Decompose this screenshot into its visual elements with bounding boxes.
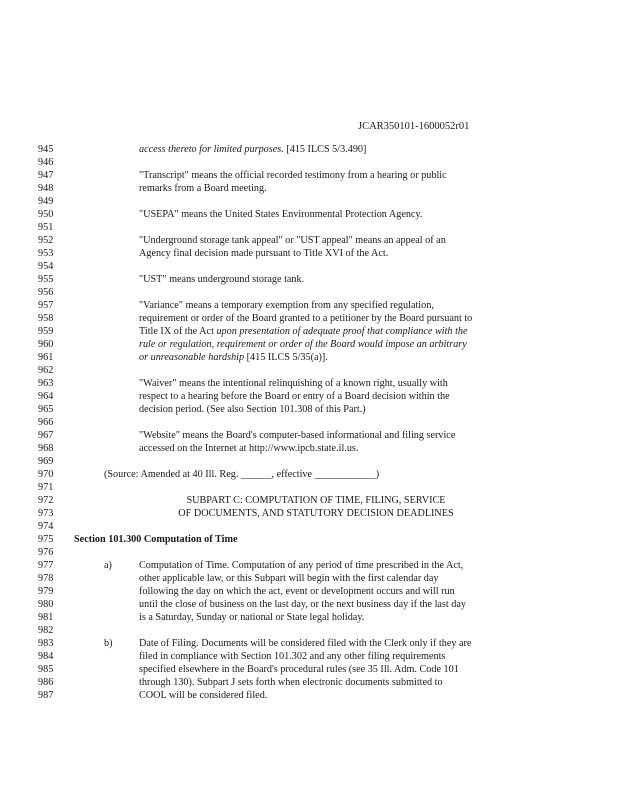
line-number: 951: [38, 222, 54, 233]
line-number: 970: [38, 469, 54, 480]
paragraph-line: COOL will be considered filed.: [139, 690, 268, 701]
section-heading: Section 101.300 Computation of Time: [74, 534, 238, 545]
variance-definition-line: rule or regulation, requirement or order of the Board would impose an arbitrary: [139, 339, 467, 350]
line-number: 984: [38, 651, 54, 662]
line-number: 958: [38, 313, 54, 324]
transcript-definition-line: "Transcript" means the official recorded testimony from a hearing or public: [139, 170, 447, 181]
variance-definition-line: [139, 352, 328, 363]
line-number: 982: [38, 625, 54, 636]
ust-appeal-definition-line: Agency final decision made pursuant to Title XVI of the Act.: [139, 248, 389, 259]
paragraph-line: is a Saturday, Sunday or national or State legal holiday.: [139, 612, 365, 623]
line-number: 964: [38, 391, 54, 402]
line-number: 957: [38, 300, 54, 311]
variance-definition-line: requirement or order of the Board granted to a petitioner by the Board pursuant to: [139, 313, 473, 324]
usepa-definition: "USEPA" means the United States Environmental Protection Agency.: [139, 209, 423, 220]
line-number: 960: [38, 339, 54, 350]
line-number: 983: [38, 638, 54, 649]
paragraph-line: other applicable law, or this Subpart will begin with the first calendar day: [139, 573, 439, 584]
line-number: 956: [38, 287, 54, 298]
line-number: 977: [38, 560, 54, 571]
waiver-definition-line: decision period. (See also Section 101.308 of this Part.): [139, 404, 366, 415]
line-number: 949: [38, 196, 54, 207]
variance-italic-text: upon presentation of adequate proof that compliance with the: [216, 326, 468, 337]
waiver-definition-line: "Waiver" means the intentional relinquishing of a known right, usually with: [139, 378, 448, 389]
paragraph-line: specified elsewhere in the Board's procedural rules (see 35 Ill. Adm. Code 101: [139, 664, 459, 675]
line-number: 980: [38, 599, 54, 610]
line-number: 953: [38, 248, 54, 259]
paragraph-line: filed in compliance with Section 101.302 and any other filing requirements: [139, 651, 446, 662]
paragraph-line: through 130). Subpart J sets forth when electronic documents submitted to: [139, 677, 443, 688]
variance-italic-text: or unreasonable hardship: [139, 352, 245, 363]
source-note: (Source: Amended at 40 Ill. Reg. ______, effective ____________): [104, 469, 380, 480]
line-number: 976: [38, 547, 54, 558]
paragraph-line: until the close of business on the last day, or the next business day if the last day: [139, 599, 466, 610]
line-number: 967: [38, 430, 54, 441]
paragraph-line: following the day on which the act, event or development occurs and will run: [139, 586, 455, 597]
paragraph-label: a): [104, 560, 112, 571]
line-number: 981: [38, 612, 54, 623]
line-number: 965: [38, 404, 54, 415]
website-definition-line: "Website" means the Board's computer-based informational and filing service: [139, 430, 456, 441]
line-number: 952: [38, 235, 54, 246]
line-number: 946: [38, 157, 54, 168]
paragraph-label: b): [104, 638, 113, 649]
line-number: 979: [38, 586, 54, 597]
ust-definition: "UST" means underground storage tank.: [139, 274, 305, 285]
line-number: 985: [38, 664, 54, 675]
access-tail-italic: access thereto for limited purposes.: [139, 144, 284, 155]
access-definition-tail: [139, 144, 366, 155]
access-tail-citation: [415 ILCS 5/3.490]: [286, 144, 367, 155]
paragraph-line: Date of Filing. Documents will be considered filed with the Clerk only if they are: [139, 638, 472, 649]
line-number: 966: [38, 417, 54, 428]
line-number: 954: [38, 261, 54, 272]
subpart-heading-line-1: SUBPART C: COMPUTATION OF TIME, FILING, SERVICE: [186, 495, 446, 506]
paragraph-line: Computation of Time. Computation of any period of time prescribed in the Act,: [139, 560, 464, 571]
website-definition-line: accessed on the Internet at http://www.ipcb.state.il.us.: [139, 443, 359, 454]
line-number: 978: [38, 573, 54, 584]
document-id-header: JCAR350101-1600052r01: [358, 121, 470, 132]
line-number: 969: [38, 456, 54, 467]
line-number: 975: [38, 534, 54, 545]
line-number: 955: [38, 274, 54, 285]
line-number: 973: [38, 508, 54, 519]
line-number: 971: [38, 482, 54, 493]
line-number: 972: [38, 495, 54, 506]
line-number: 959: [38, 326, 54, 337]
line-number: 961: [38, 352, 54, 363]
variance-title-ref: Title IX of the Act: [139, 326, 214, 337]
line-number: 962: [38, 365, 54, 376]
variance-citation: [415 ILCS 5/35(a)].: [246, 352, 328, 363]
subpart-heading-line-2: OF DOCUMENTS, AND STATUTORY DECISION DEADLINES: [178, 508, 454, 519]
line-number: 945: [38, 144, 54, 155]
variance-definition-line: "Variance" means a temporary exemption from any specified regulation,: [139, 300, 434, 311]
variance-definition-line: [139, 326, 468, 337]
line-number: 963: [38, 378, 54, 389]
line-number: 950: [38, 209, 54, 220]
line-number: 987: [38, 690, 54, 701]
line-number: 948: [38, 183, 54, 194]
line-number: 974: [38, 521, 54, 532]
transcript-definition-line: remarks from a Board meeting.: [139, 183, 267, 194]
line-number: 986: [38, 677, 54, 688]
line-number: 947: [38, 170, 54, 181]
ust-appeal-definition-line: "Underground storage tank appeal" or "UST appeal" means an appeal of an: [139, 235, 446, 246]
line-number: 968: [38, 443, 54, 454]
waiver-definition-line: respect to a hearing before the Board or entry of a Board decision within the: [139, 391, 450, 402]
